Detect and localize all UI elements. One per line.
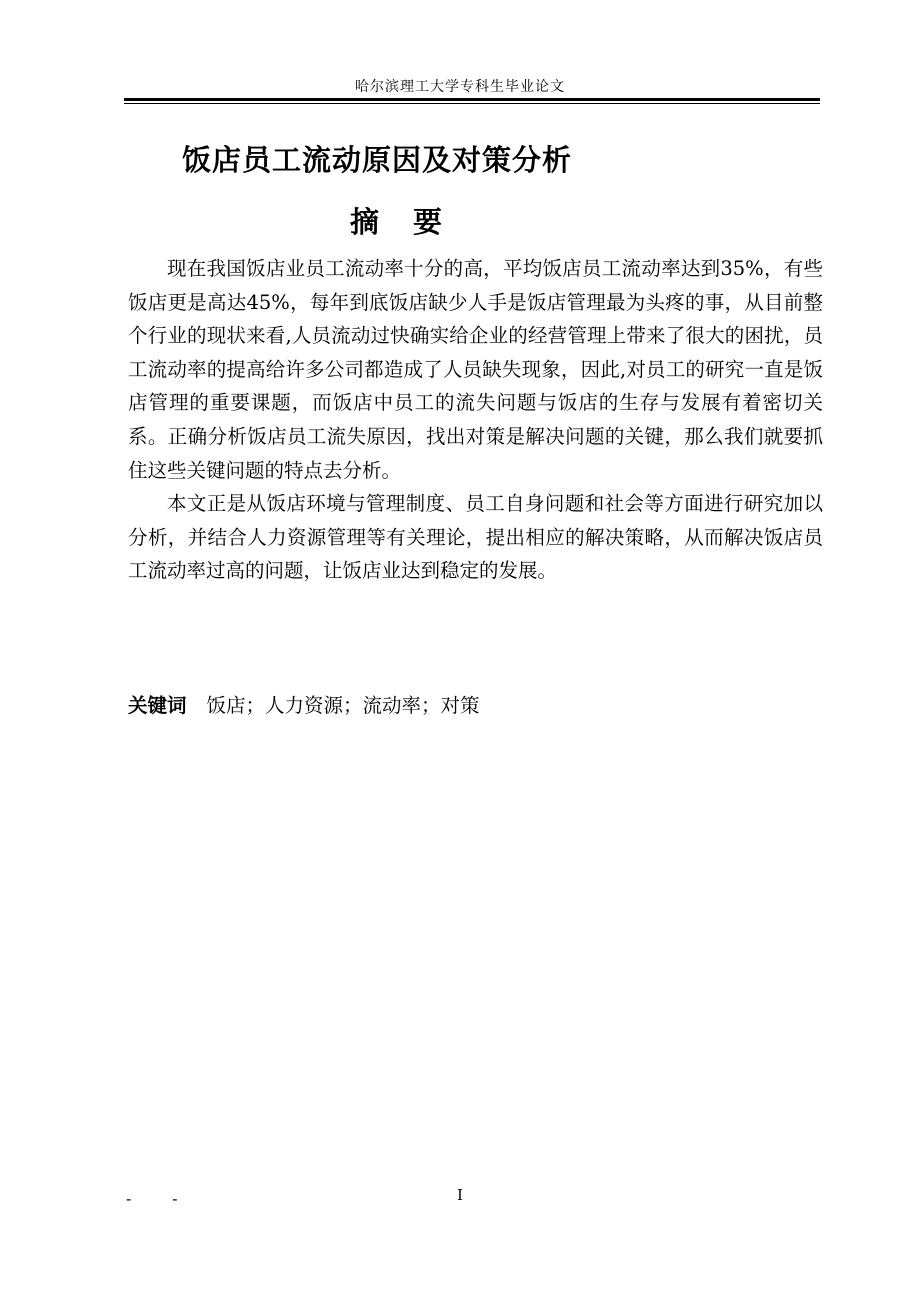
abstract-body <box>128 252 823 588</box>
abstract-paragraph-1: 现在我国饭店业员工流动率十分的高，平均饭店员工流动率达到35%，有些饭店更是高达45%，每年到底饭店缺少人手是饭店管理最为头疼的事，从目前整个行业的现状来看,人员流动过快确实给企业的经营管理上带来了很大的困扰，员工流动率的提高给许多公司都造成了人员缺失现象，因此,对员工的研究一直是饭店管理的重要课题，而饭店中员工的流失问题与饭店的生存与发展有着密切关系。正确分析饭店员工流失原因，找出对策是解决问题的关键，那么我们就要抓住这些关键问题的特点去分析。 <box>128 257 823 482</box>
keywords-text: 饭店；人力资源；流动率；对策 <box>206 694 480 717</box>
abstract-heading-char-1: 摘 <box>350 205 380 239</box>
header-rule-thick <box>124 98 820 101</box>
abstract-paragraph-2: 本文正是从饭店环境与管理制度、员工自身问题和社会等方面进行研究加以分析，并结合人力资源管理等有关理论，提出相应的解决策略，从而解决饭店员工流动率过高的问题，让饭店业达到稳定的发展。 <box>128 492 823 583</box>
abstract-heading-char-2: 要 <box>413 205 443 239</box>
keywords-label: 关键词 <box>128 694 187 717</box>
footer-marks: - - <box>126 1190 196 1208</box>
paper-title: 饭店员工流动原因及对策分析 <box>182 143 573 177</box>
header-rule-thin <box>124 103 820 104</box>
keywords-line <box>128 690 480 718</box>
running-header: 哈尔滨理工大学专科生毕业论文 <box>355 79 565 95</box>
abstract-heading <box>350 200 442 241</box>
page-number: I <box>457 1186 463 1204</box>
